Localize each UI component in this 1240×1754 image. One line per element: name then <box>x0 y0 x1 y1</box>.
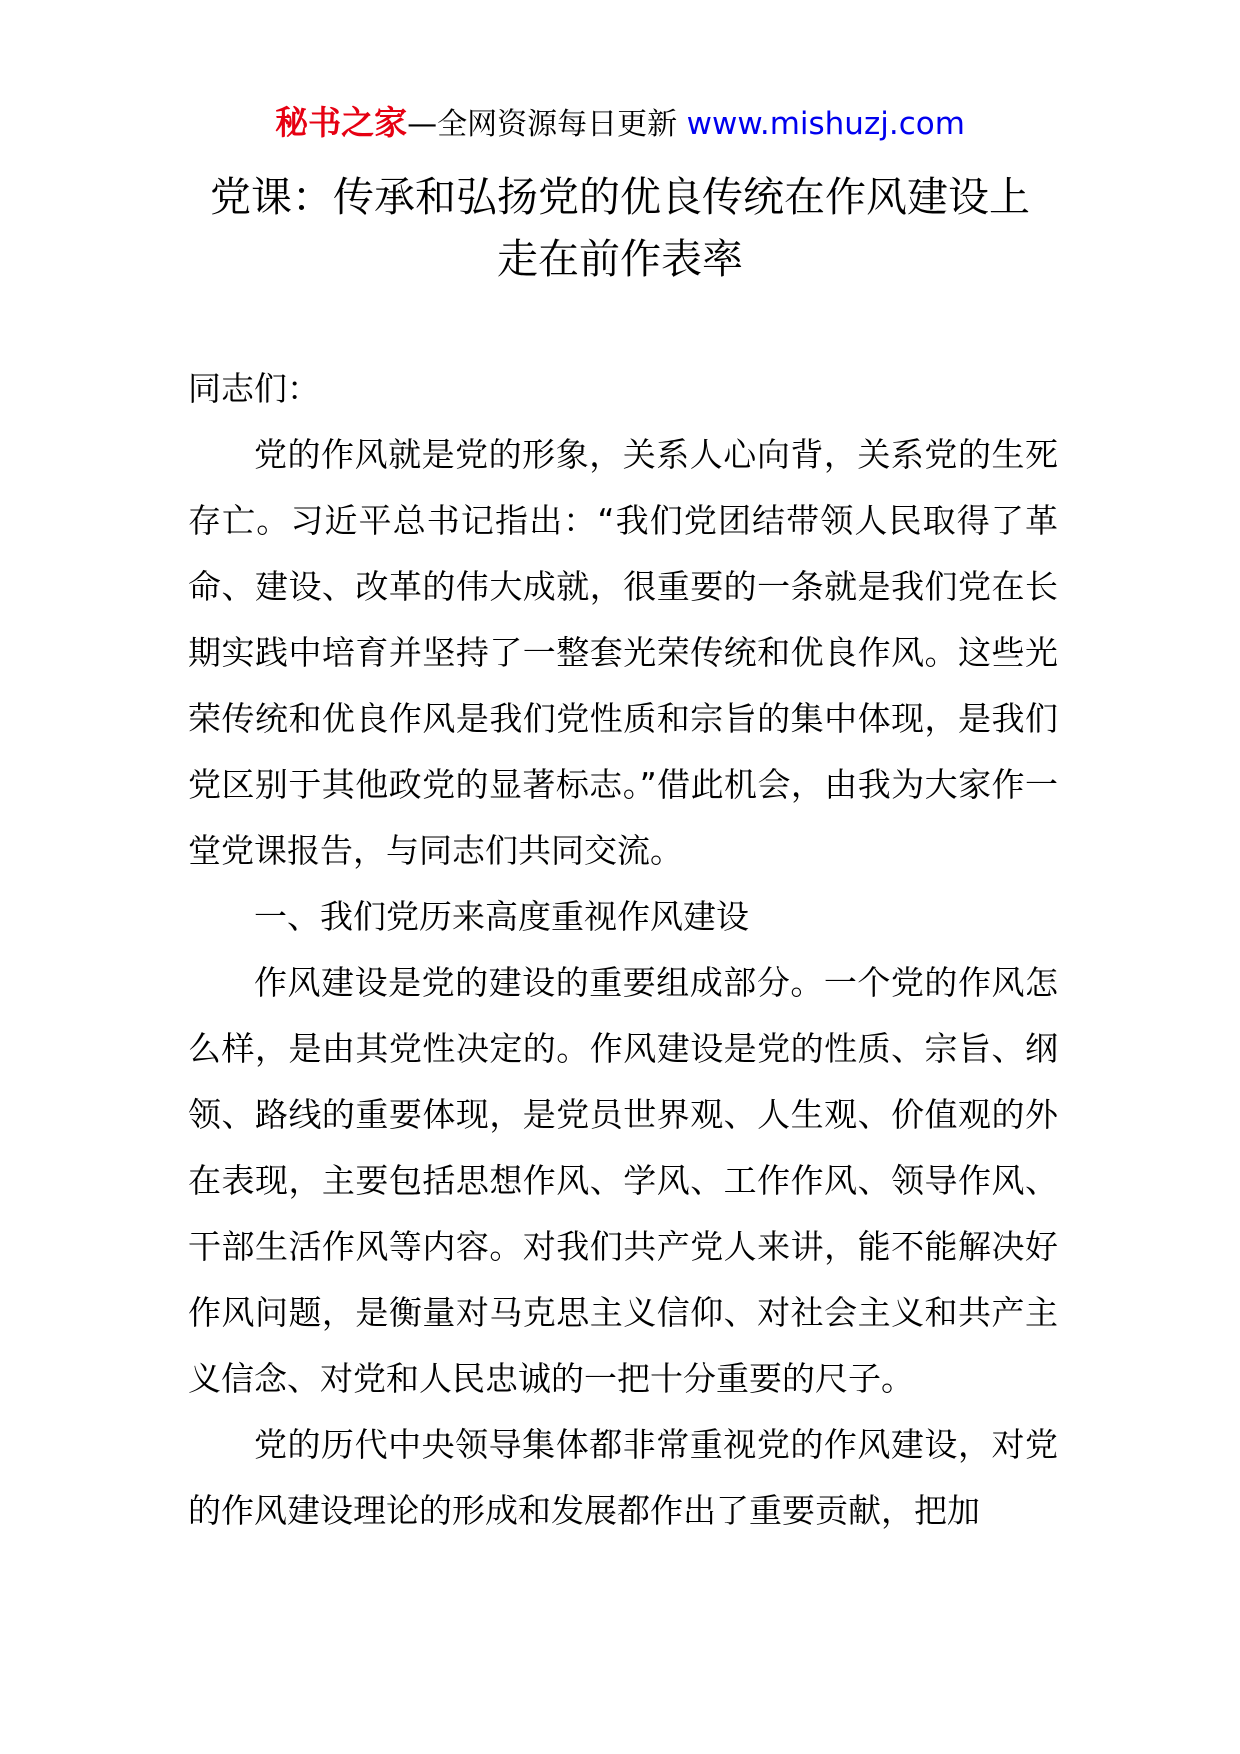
greeting: 同志们： <box>188 369 320 408</box>
document-body <box>188 356 1058 1544</box>
site-url-link[interactable]: www.mishuzj.com <box>686 106 965 142</box>
paragraph-section-1: 作风建设是党的建设的重要组成部分。一个党的作风怎么样，是由其党性决定的。作风建设是党的性质、宗旨、纲领、路线的重要体现，是党员世界观、人生观、价值观的外在表现，主要包括思想作风、学风、工作作风、领导作风、干部生活作风等内容。对我们共产党人来讲，能不能解决好作风问题，是衡量对马克思主义信仰、对社会主义和共产主义信念、对党和人民忠诚的一把十分重要的尺子。 <box>188 963 1058 1398</box>
document-title <box>150 166 1090 290</box>
title-line-2: 走在前作表率 <box>497 235 743 283</box>
site-header <box>0 98 1240 150</box>
site-tagline: —全网资源每日更新 <box>407 107 687 142</box>
site-brand: 秘书之家 <box>275 103 408 142</box>
paragraph-intro: 党的作风就是党的形象，关系人心向背，关系党的生死存亡。习近平总书记指出：“我们党团结带领人民取得了革命、建设、改革的伟大成就，很重要的一条就是我们党在长期实践中培育并坚持了一整套光荣传统和优良作风。这些光荣传统和优良作风是我们党性质和宗旨的集中体现，是我们党区别于其他政党的显著标志。”借此机会，由我为大家作一堂党课报告，与同志们共同交流。 <box>188 435 1058 870</box>
title-line-1: 党课：传承和弘扬党的优良传统在作风建设上 <box>210 173 1030 221</box>
paragraph-section-1-continued: 党的历代中央领导集体都非常重视党的作风建设，对党的作风建设理论的形成和发展都作出了重要贡献，把加 <box>188 1425 1058 1530</box>
section-heading-1: 一、我们党历来高度重视作风建设 <box>254 897 749 936</box>
